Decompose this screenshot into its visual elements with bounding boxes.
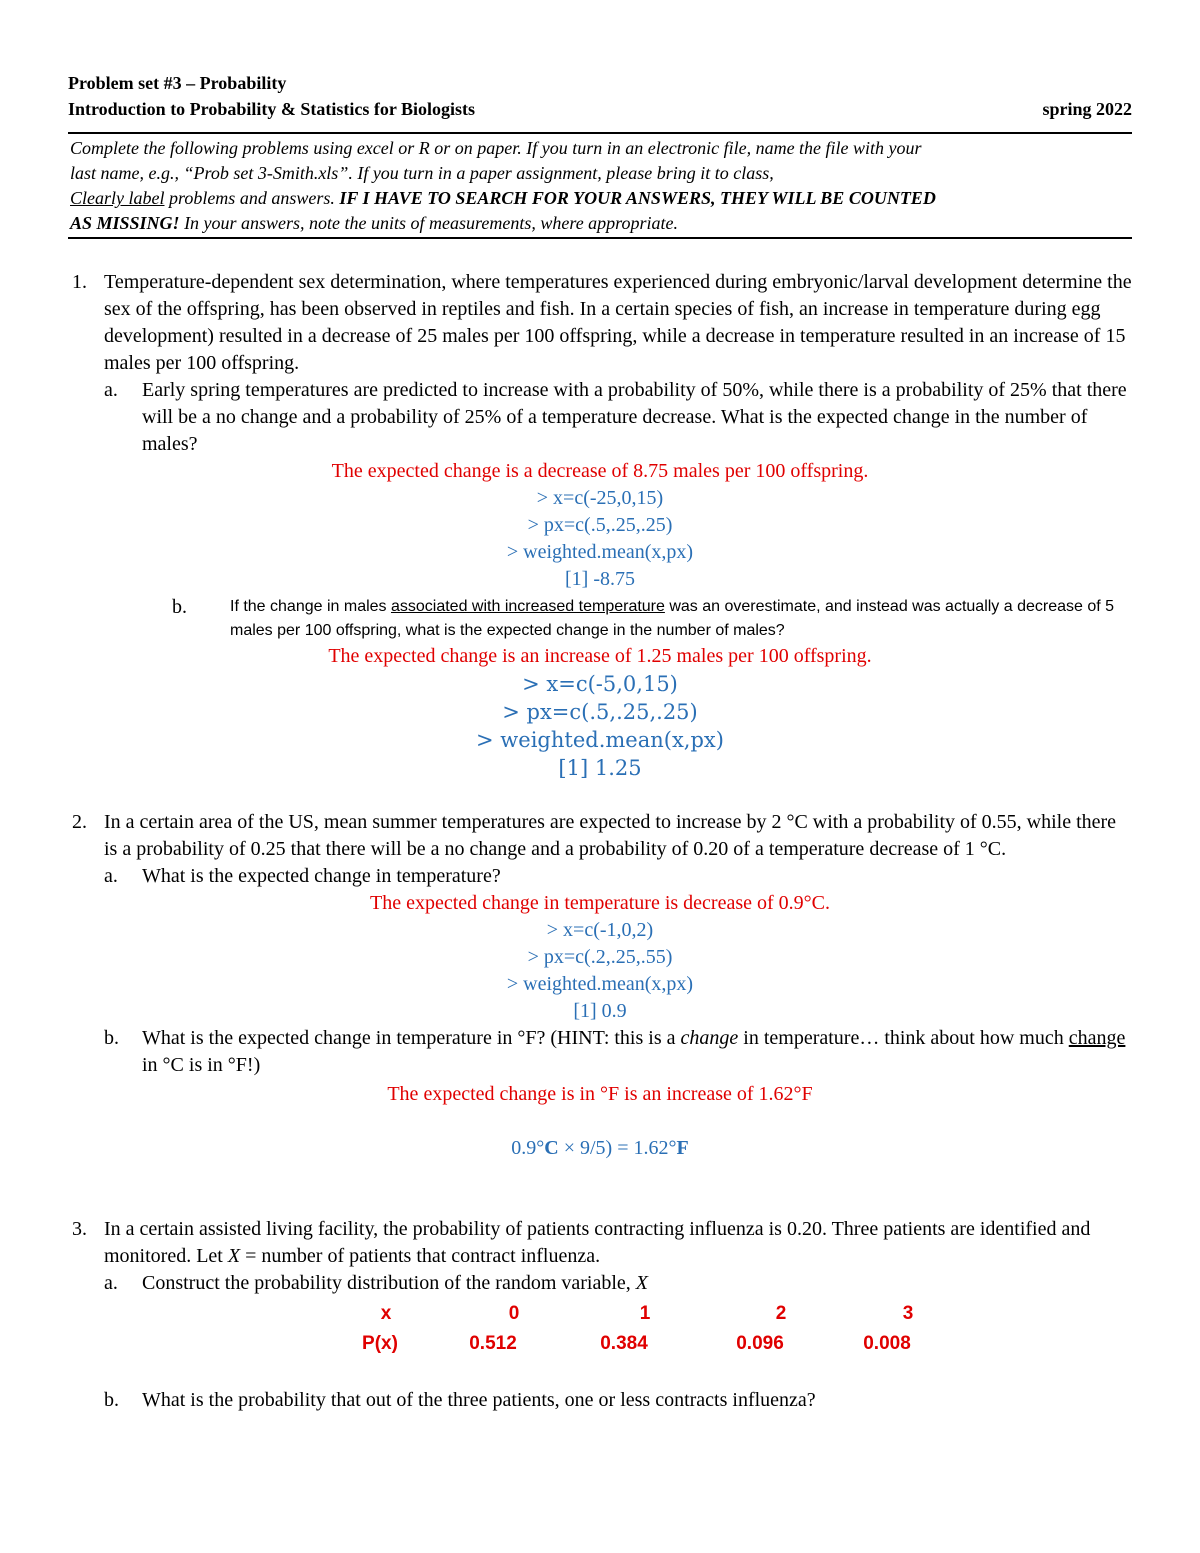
calc-fahrenheit: F	[676, 1137, 689, 1159]
calc-mid: × 9/5) = 1.62°	[558, 1137, 677, 1159]
subquestion-text	[142, 1270, 1132, 1297]
table-cell: 0.512	[469, 1333, 517, 1354]
question-2	[68, 809, 1132, 863]
question-1	[68, 269, 1132, 377]
subquestion-label: b.	[104, 1027, 119, 1049]
q3-text-pre: In a certain assisted living facility, the probability of patients contracting influenza is 0.20. Three patients are identified and monitored. Let	[104, 1218, 1091, 1267]
subquestion-text: What is the expected change in temperature?	[142, 865, 501, 887]
header-course-row	[68, 96, 1132, 122]
document-page	[68, 70, 1132, 1414]
subquestion-text: What is the probability that out of the three patients, one or less contracts influenza?	[142, 1389, 816, 1411]
q2b-italic-change: change	[680, 1027, 739, 1049]
q2b-text-mid: in temperature… think about how much	[738, 1027, 1069, 1049]
clearly-label-text: Clearly label	[70, 188, 165, 208]
instructions	[68, 134, 1132, 237]
term: spring 2022	[1042, 99, 1132, 119]
q3a-text-pre: Construct the probability distribution of the random variable,	[142, 1272, 636, 1294]
instructions-line-4	[70, 211, 1132, 236]
calc-celsius: C	[544, 1137, 559, 1159]
q3a-variable-x: X	[635, 1272, 649, 1294]
question-text: In a certain area of the US, mean summer temperatures are expected to increase by 2 °C with a probability of 0.55, while there is a probability of 0.25 that there will be a no change and a probability of 0.20 of a temperature decrease of 1 °C.	[104, 811, 1117, 860]
table-cell: 1	[639, 1303, 651, 1324]
table-cell: 3	[902, 1303, 914, 1324]
code-1a-line-4: [1] -8.75	[565, 568, 635, 590]
question-number: 1.	[72, 271, 87, 293]
subquestion-text: Early spring temperatures are predicted to increase with a probability of 50%, while there is a probability of 25% that there will be a no change and a probability of 25% of a temperature decrease. What is the expected change in the number of males?	[142, 379, 1127, 455]
subquestion-label: b.	[104, 1389, 119, 1411]
code-1b-line-3: > weighted.mean(x,px)	[476, 728, 724, 752]
table-header-px: P(x)	[362, 1333, 398, 1354]
table-cell: 0.384	[600, 1333, 648, 1354]
question-3	[68, 1216, 1132, 1270]
subquestion-label: a.	[104, 865, 118, 887]
q2b-text-post: in °C is in °F!)	[142, 1054, 261, 1076]
question-text: Temperature-dependent sex determination, where temperatures experienced during embryonic/larval development determine the sex of the offspring, has been observed in reptiles and fish. In a certain species of fish, an increase in temperature during egg development) resulted in a decrease of 25 males per 100 offspring, while a decrease in temperature resulted in an increase of 15 males per 100 offspring.	[104, 271, 1132, 374]
code-2a-line-4: [1] 0.9	[573, 1000, 627, 1022]
problem-set-title: Problem set #3 – Probability	[68, 73, 287, 93]
question-2a	[68, 863, 1132, 890]
instructions-line-3	[70, 186, 1132, 211]
code-1a-line-3: > weighted.mean(x,px)	[506, 541, 694, 563]
code-2a-line-1: > x=c(-1,0,2)	[546, 919, 654, 941]
instructions-line-1: Complete the following problems using excel or R or on paper. If you turn in an electronic file, name the file with your	[70, 138, 922, 158]
table-header-x: x	[380, 1303, 392, 1324]
subquestion-label: a.	[104, 1272, 118, 1294]
q2b-underlined-change: change	[1068, 1027, 1126, 1049]
q1b-underlined-text: associated with increased temperature	[390, 598, 665, 615]
question-number: 3.	[72, 1218, 87, 1240]
code-1a-line-1: > x=c(-25,0,15)	[536, 487, 664, 509]
instructions-line-3-rest: problems and answers.	[164, 188, 340, 208]
probability-distribution-table	[68, 1303, 1132, 1363]
subquestion-label: b.	[172, 596, 187, 618]
table-cell: 2	[775, 1303, 787, 1324]
answer-2b: The expected change is in °F is an increase of 1.62°F	[387, 1083, 813, 1105]
question-number: 2.	[72, 811, 87, 833]
calc-pre: 0.9°	[511, 1137, 545, 1159]
table-cell: 0	[508, 1303, 520, 1324]
table-cell: 0.096	[736, 1333, 784, 1354]
instructions-line-2: last name, e.g., “Prob set 3-Smith.xls”. If you turn in a paper assignment, please bring it to class,	[70, 163, 774, 183]
question-text	[104, 1216, 1132, 1270]
q3-text-post: = number of patients that contract influenza.	[240, 1245, 601, 1267]
code-1b-line-4: [1] 1.25	[558, 756, 642, 780]
instructions-line-4-rest: In your answers, note the units of measurements, where appropriate.	[179, 213, 679, 233]
q1b-text-pre: If the change in males	[230, 598, 391, 615]
code-2a-line-2: > px=c(.2,.25,.55)	[527, 946, 673, 968]
course-title: Introduction to Probability & Statistics for Biologists	[68, 99, 476, 119]
warning-caps-1: IF I HAVE TO SEARCH FOR YOUR ANSWERS, THEY WILL BE COUNTED	[339, 188, 936, 208]
answer-1b: The expected change is an increase of 1.25 males per 100 offspring.	[328, 645, 872, 667]
question-3b	[68, 1387, 1132, 1414]
question-2b	[68, 1025, 1132, 1079]
code-1b-line-1: > x=c(-5,0,15)	[522, 672, 678, 696]
table-cell: 0.008	[863, 1333, 911, 1354]
answer-1a: The expected change is a decrease of 8.75 males per 100 offspring.	[331, 460, 869, 482]
answer-2a: The expected change in temperature is decrease of 0.9°C.	[369, 892, 830, 914]
table-row-px	[68, 1333, 1132, 1363]
subquestion-label: a.	[104, 379, 118, 401]
question-1b	[68, 595, 1132, 643]
q1b-text-post: was an overestimate, and instead was actually a decrease of 5 males per 100 offspring, what is the expected change in the number of males?	[230, 598, 1115, 639]
code-1b-line-2: > px=c(.5,.25,.25)	[502, 700, 698, 724]
table-row-x	[68, 1303, 1132, 1333]
q2b-text-pre: What is the expected change in temperature in °F? (HINT: this is a	[142, 1027, 681, 1049]
header	[68, 70, 1132, 122]
calculation-2b	[68, 1135, 1132, 1162]
warning-caps-2: AS MISSING!	[70, 213, 180, 233]
q3-variable-x: X	[227, 1245, 241, 1267]
code-1a-line-2: > px=c(.5,.25,.25)	[527, 514, 673, 536]
question-1a	[68, 377, 1132, 458]
subquestion-text	[230, 595, 1132, 643]
question-3a	[68, 1270, 1132, 1297]
subquestion-text	[142, 1025, 1132, 1079]
code-2a-line-3: > weighted.mean(x,px)	[506, 973, 694, 995]
